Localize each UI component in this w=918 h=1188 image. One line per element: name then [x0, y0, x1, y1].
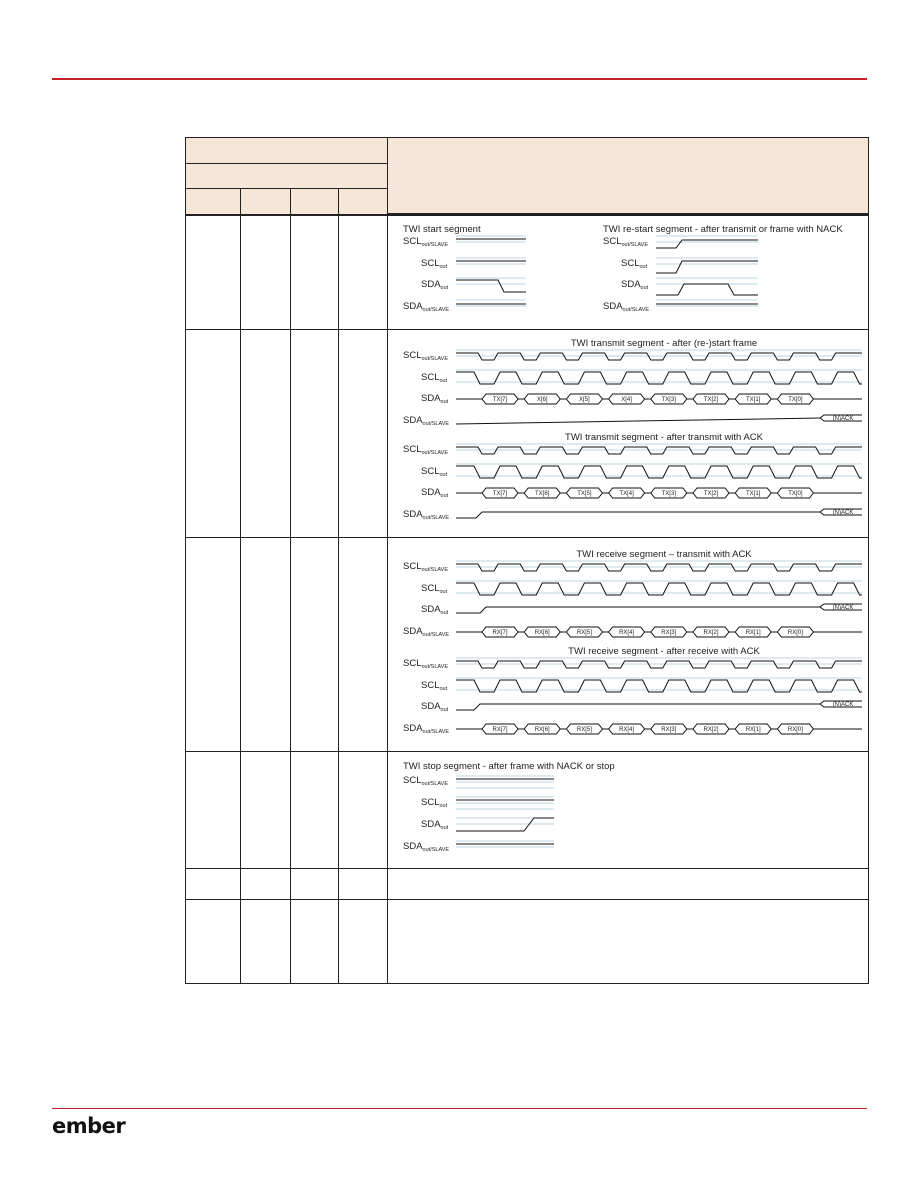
signal-label: $SCL_{out}$	[421, 372, 448, 384]
bit-label: TX[7]	[492, 397, 508, 404]
bit-label: RX[3]	[661, 727, 677, 734]
stop-sda-out-wave	[456, 818, 554, 831]
scl-out-slave-wave	[456, 661, 862, 668]
sda-out-slave-wave	[456, 418, 820, 424]
logo-text: ember	[52, 1114, 126, 1138]
cell	[339, 538, 388, 752]
cell	[291, 869, 339, 900]
ack-label: (N)ACK	[832, 702, 854, 708]
restart-scl-out-wave	[656, 261, 758, 273]
signal-label: $SCL_{out}$	[421, 797, 448, 809]
cell	[186, 215, 241, 330]
cell	[291, 538, 339, 752]
register-table	[185, 137, 869, 984]
stop-timing-diagram	[388, 752, 869, 867]
segment-title: TWI re-start segment - after transmit or frame with NACK	[603, 224, 843, 235]
cell	[291, 330, 339, 538]
header-cell-b	[241, 189, 291, 215]
cell	[291, 752, 339, 869]
bit-label: RX[2]	[703, 727, 719, 734]
cell	[186, 752, 241, 869]
segment-title: TWI transmit segment - after transmit with ACK	[565, 432, 763, 443]
bit-label: RX[5]	[576, 630, 592, 637]
row-start	[186, 215, 869, 330]
header-cell-description	[388, 138, 869, 215]
cell	[339, 215, 388, 330]
bit-label: RX[7]	[492, 727, 508, 734]
cell	[291, 900, 339, 984]
bit-label: X[4]	[621, 397, 632, 404]
bit-label: TX[2]	[703, 397, 719, 404]
signal-label: $SDA_{out}$	[421, 701, 449, 713]
signal-label: $SDA_{out/SLAVE}$	[403, 415, 450, 427]
signal-label: $SCL_{out/SLAVE}$	[403, 236, 448, 248]
bit-label: RX[3]	[661, 630, 677, 637]
bit-label: TX[3]	[661, 397, 676, 404]
cell	[388, 900, 869, 984]
signal-label: $SDA_{out}$	[421, 819, 449, 831]
cell	[241, 215, 291, 330]
restart-scl-out-slave-wave	[656, 240, 758, 248]
signal-label: $SDA_{out/SLAVE}$	[403, 841, 450, 853]
row-empty-2	[186, 900, 869, 984]
segment-title: TWI receive segment – transmit with ACK	[576, 549, 752, 560]
signal-label: $SDA_{out/SLAVE}$	[603, 301, 650, 313]
bit-label: RX[6]	[534, 727, 550, 734]
signal-label: $SCL_{out}$	[621, 258, 648, 270]
segment-title: TWI stop segment - after frame with NACK or stop	[403, 761, 615, 772]
bit-label: TX[6]	[535, 491, 550, 498]
bit-label: RX[7]	[492, 630, 508, 637]
row-stop	[186, 752, 869, 869]
ack-label: (N)ACK	[832, 416, 854, 422]
signal-label: $SCL_{out}$	[421, 258, 448, 270]
sda-out-wave	[456, 607, 820, 613]
header-cell-a	[186, 189, 241, 215]
ack-label: (N)ACK	[832, 510, 854, 516]
start-timing-diagram	[388, 216, 869, 329]
bit-label: TX[1]	[746, 491, 761, 498]
signal-label: $SCL_{out/SLAVE}$	[403, 350, 448, 362]
receive-timing-diagram	[388, 538, 869, 750]
transmit-diagram-cell	[388, 330, 869, 538]
signal-label: $SDA_{out}$	[421, 604, 449, 616]
signal-label: $SCL_{out}$	[421, 466, 448, 478]
header-cell-top	[186, 138, 388, 164]
signal-label: $SDA_{out}$	[421, 279, 449, 291]
bit-label: TX[4]	[619, 491, 634, 498]
segment-title: TWI start segment	[403, 224, 481, 235]
bit-label: TX[2]	[703, 491, 719, 498]
bit-label: RX[2]	[703, 630, 719, 637]
signal-label: $SDA_{out/SLAVE}$	[403, 626, 450, 638]
bit-label: TX[0]	[788, 491, 803, 498]
signal-label: $SDA_{out}$	[421, 487, 449, 499]
ack-label: (N)ACK	[832, 605, 854, 611]
bit-label: RX[5]	[576, 727, 592, 734]
bit-label: RX[0]	[787, 727, 803, 734]
bit-label: RX[1]	[745, 727, 761, 734]
bit-label: X[5]	[579, 397, 590, 404]
footer-rule	[52, 1108, 867, 1109]
cell	[241, 752, 291, 869]
header-cell-d	[339, 189, 388, 215]
bit-label: RX[1]	[745, 630, 761, 637]
bit-label: TX[3]	[661, 491, 676, 498]
bit-label: RX[6]	[534, 630, 550, 637]
bit-label: RX[4]	[619, 727, 635, 734]
signal-label: $SDA_{out/SLAVE}$	[403, 723, 450, 735]
bit-label: RX[0]	[787, 630, 803, 637]
header-cell-c	[291, 189, 339, 215]
scl-out-slave-wave	[456, 564, 862, 571]
transmit-timing-diagram	[388, 330, 869, 536]
bit-label: RX[4]	[619, 630, 635, 637]
restart-sda-out-wave	[656, 284, 758, 295]
header-rule	[52, 78, 867, 80]
cell	[339, 900, 388, 984]
sda-out-wave	[456, 280, 526, 292]
signal-label: $SDA_{out}$	[621, 279, 649, 291]
signal-label: $SCL_{out}$	[421, 680, 448, 692]
signal-label: $SCL_{out/SLAVE}$	[403, 775, 448, 787]
cell	[241, 538, 291, 752]
cell	[339, 752, 388, 869]
cell	[186, 869, 241, 900]
sda-out-wave	[456, 704, 820, 710]
signal-label: $SCL_{out}$	[421, 583, 448, 595]
signal-label: $SDA_{out/SLAVE}$	[403, 509, 450, 521]
ember-logo	[52, 1114, 125, 1138]
scl-out-slave-wave	[456, 447, 862, 454]
bit-label: TX[7]	[492, 491, 508, 498]
sda-out-slave-wave	[456, 512, 820, 518]
cell	[339, 330, 388, 538]
header-cell-middle	[186, 164, 388, 189]
stop-diagram-cell	[388, 752, 869, 869]
cell	[186, 330, 241, 538]
bit-label: TX[1]	[746, 397, 761, 404]
row-empty-1	[186, 869, 869, 900]
cell	[186, 538, 241, 752]
cell	[186, 900, 241, 984]
cell	[339, 869, 388, 900]
signal-label: $SCL_{out/SLAVE}$	[603, 236, 648, 248]
signal-label: $SDA_{out/SLAVE}$	[403, 301, 450, 313]
cell	[241, 330, 291, 538]
start-diagram-cell	[388, 215, 869, 330]
signal-label: $SCL_{out/SLAVE}$	[403, 444, 448, 456]
signal-label: $SDA_{out}$	[421, 393, 449, 405]
row-receive	[186, 538, 869, 752]
bit-label: TX[5]	[577, 491, 592, 498]
bit-label: TX[0]	[788, 397, 803, 404]
bit-label: X[6]	[536, 397, 548, 404]
cell	[241, 869, 291, 900]
scl-out-slave-wave	[456, 353, 862, 360]
cell	[291, 215, 339, 330]
signal-label: $SCL_{out/SLAVE}$	[403, 658, 448, 670]
row-transmit	[186, 330, 869, 538]
segment-title: TWI receive segment - after receive with ACK	[568, 646, 760, 657]
header-row-1	[186, 138, 869, 164]
signal-label: $SCL_{out/SLAVE}$	[403, 561, 448, 573]
cell	[241, 900, 291, 984]
segment-title: TWI transmit segment - after (re-)start frame	[570, 338, 758, 349]
cell	[388, 869, 869, 900]
receive-diagram-cell	[388, 538, 869, 752]
